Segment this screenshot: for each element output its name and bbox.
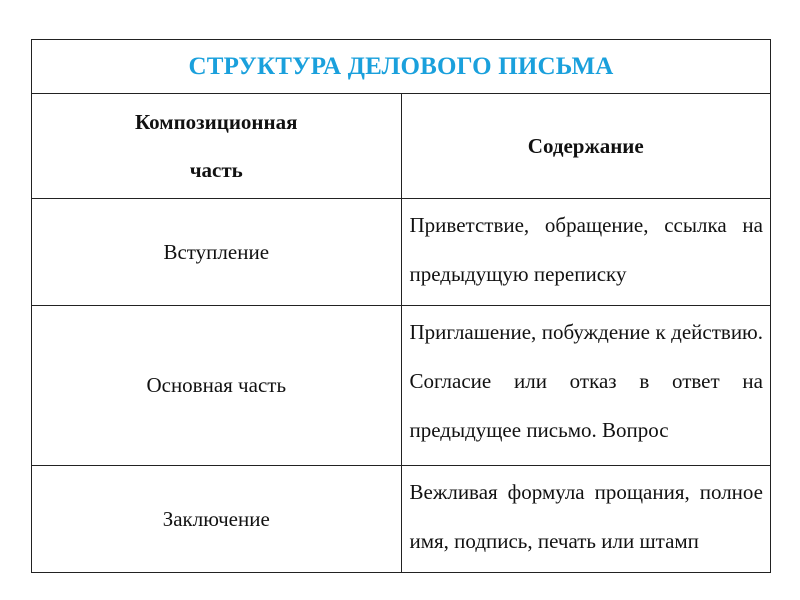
content-cell-introduction: Приветствие, обращение, ссылка на предыдущую переписку: [401, 199, 771, 306]
letter-structure-table: [31, 39, 771, 573]
table-row: [32, 466, 771, 573]
content-cell-main: Приглашение, побуждение к действию. Согласие или отказ в ответ на предыдущее письмо. Вопрос: [401, 306, 771, 466]
header-composition-part: [32, 94, 402, 199]
header-composition-part-line1: Композиционная: [135, 110, 298, 134]
part-cell-conclusion: Заключение: [32, 466, 402, 573]
letter-structure-table-wrapper: [31, 39, 771, 573]
table-title: СТРУКТУРА ДЕЛОВОГО ПИСЬМА: [32, 40, 771, 94]
header-content: Содержание: [401, 94, 771, 199]
title-row: [32, 40, 771, 94]
content-cell-conclusion: Вежливая формула прощания, полное имя, подпись, печать или штамп: [401, 466, 771, 573]
header-composition-part-line2: часть: [189, 158, 243, 182]
header-row: [32, 94, 771, 199]
table-row: [32, 199, 771, 306]
part-cell-introduction: Вступление: [32, 199, 402, 306]
table-row: [32, 306, 771, 466]
part-cell-main: Основная часть: [32, 306, 402, 466]
